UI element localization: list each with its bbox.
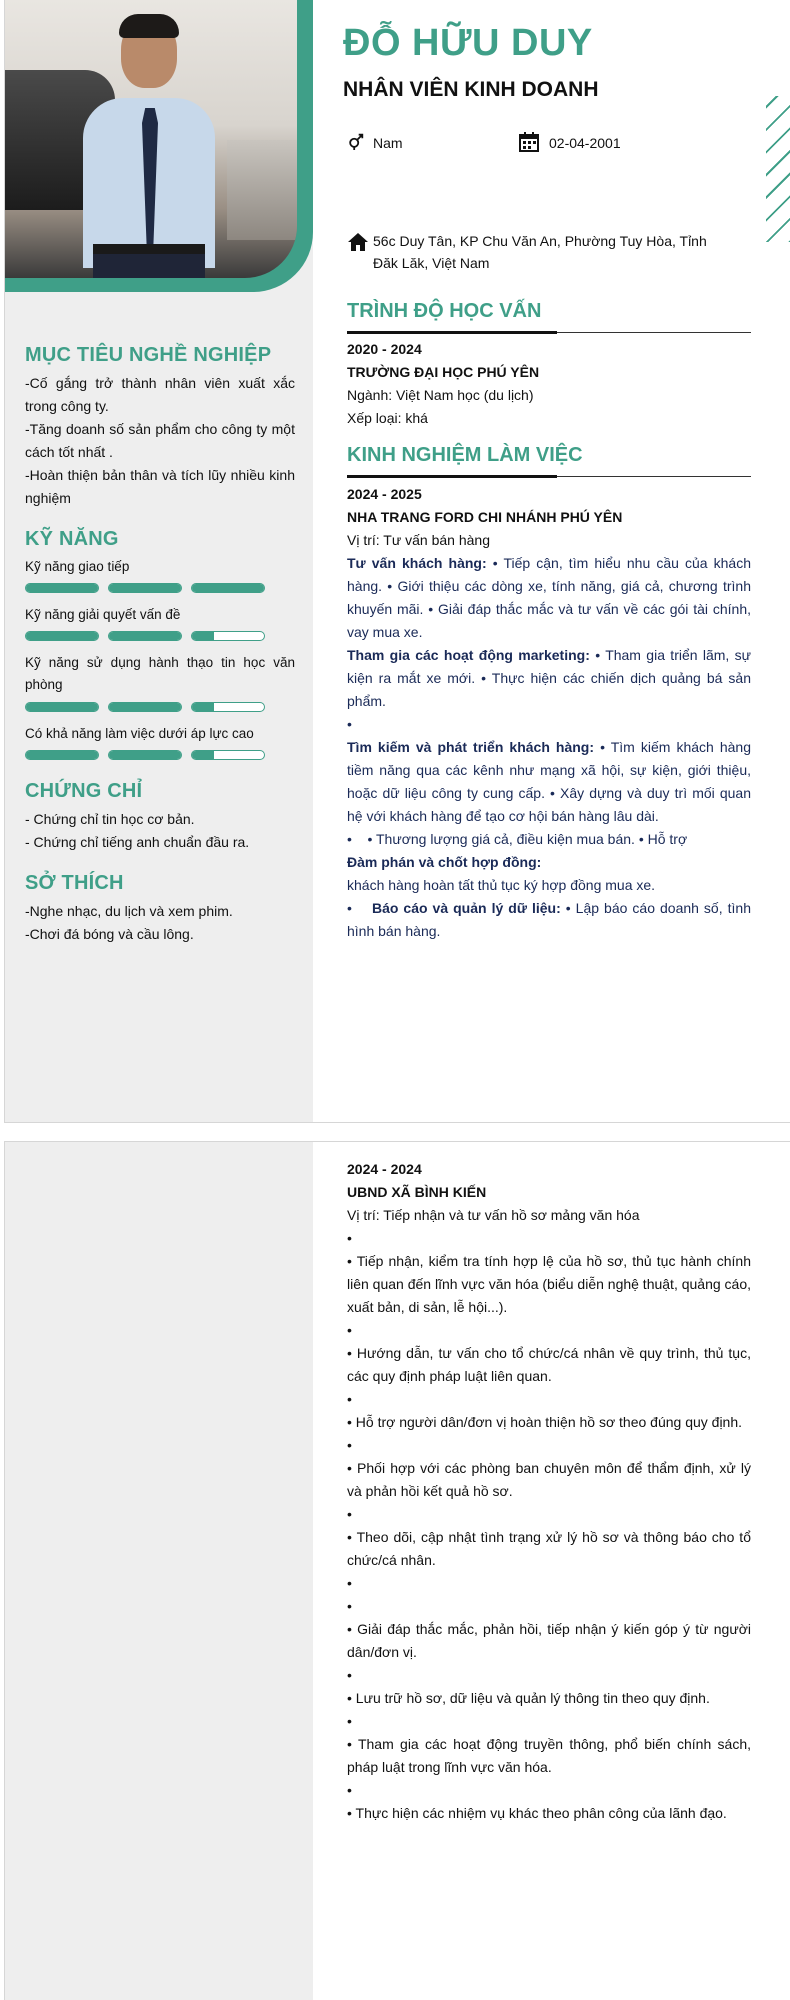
job-company: NHA TRANG FORD CHI NHÁNH PHÚ YÊN bbox=[347, 509, 623, 525]
gender-value: Nam bbox=[373, 135, 403, 151]
job-duty: • Tham gia các hoạt động truyền thông, phổ biến chính sách, pháp luật trong lĩnh vực văn hóa. bbox=[347, 1736, 751, 1775]
bullet-empty: • bbox=[347, 1782, 352, 1798]
bullet-empty: • bbox=[347, 1437, 352, 1453]
main-column bbox=[313, 0, 790, 1122]
section-divider bbox=[347, 476, 751, 477]
bullet-empty: • bbox=[347, 1322, 352, 1338]
skill-bar bbox=[25, 750, 265, 760]
job-duty bbox=[347, 644, 751, 713]
certificate-item: - Chứng chỉ tiếng anh chuẩn đầu ra. bbox=[25, 834, 250, 850]
candidate-name: ĐỖ HỮU DUY bbox=[343, 22, 593, 64]
profile-photo-frame bbox=[5, 0, 313, 292]
skill-bar-segment bbox=[108, 702, 182, 712]
certificate-item: - Chứng chỉ tin học cơ bản. bbox=[25, 811, 195, 827]
gender-icon bbox=[347, 132, 365, 150]
skill-bar-segment bbox=[25, 750, 99, 760]
profile-photo bbox=[5, 0, 297, 278]
home-icon bbox=[347, 232, 369, 252]
duty-title: Báo cáo và quản lý dữ liệu: bbox=[371, 900, 561, 916]
bullet-empty: • bbox=[347, 1575, 352, 1591]
bullet-empty: • bbox=[347, 716, 352, 732]
education-grade: Xếp loại: khá bbox=[347, 410, 428, 426]
decorative-stripes bbox=[766, 96, 790, 242]
career-goal-heading: MỤC TIÊU NGHỀ NGHIỆP bbox=[25, 344, 272, 366]
career-goal-line: -Tăng doanh số sản phẩm cho công ty một cách tốt nhất . bbox=[25, 421, 295, 460]
job-duty: • Theo dõi, cập nhật tình trạng xử lý hồ sơ và thông báo cho tổ chức/cá nhân. bbox=[347, 1529, 751, 1568]
skills-heading: KỸ NĂNG bbox=[25, 528, 119, 550]
duty-text: • Tham gia triển lãm, sự kiện ra mắt xe mới. • Thực hiện các chiến dịch quảng bá sản phẩm. bbox=[347, 647, 752, 709]
skill-label: Có khả năng làm việc dưới áp lực cao bbox=[25, 726, 254, 741]
job-block bbox=[347, 483, 751, 943]
job-duty bbox=[347, 736, 751, 828]
skill-label: Kỹ năng sử dụng hành thạo tin học văn phòng bbox=[25, 655, 295, 692]
skill-bar bbox=[25, 702, 265, 712]
candidate-title: NHÂN VIÊN KINH DOANH bbox=[343, 78, 599, 101]
education-school: TRƯỜNG ĐẠI HỌC PHÚ YÊN bbox=[347, 364, 540, 380]
hobby-item: -Chơi đá bóng và cầu lông. bbox=[25, 926, 194, 942]
skill-bar-segment bbox=[25, 631, 99, 641]
skill-bar-segment bbox=[108, 583, 182, 593]
job-position: Vị trí: Tư vấn bán hàng bbox=[347, 532, 490, 548]
hobby-item: -Nghe nhạc, du lịch và xem phim. bbox=[25, 903, 233, 919]
skill-label: Kỹ năng giải quyết vấn đề bbox=[25, 607, 181, 622]
cv-page-2 bbox=[5, 1142, 790, 2000]
job-duty: • Tiếp nhận, kiểm tra tính hợp lệ của hồ sơ, thủ tục hành chính liên quan đến lĩnh vực văn hóa (biểu diễn nghệ thuật, quảng cáo, xuất bản, di sản, lễ hội...). bbox=[347, 1253, 752, 1315]
skill-bar-segment bbox=[108, 631, 182, 641]
calendar-icon bbox=[519, 132, 539, 152]
sidebar bbox=[5, 1142, 313, 2000]
hobbies-heading: SỞ THÍCH bbox=[25, 872, 124, 894]
job-period: 2024 - 2024 bbox=[347, 1161, 422, 1177]
career-goal-line: -Cố gắng trở thành nhân viên xuất xắc trong công ty. bbox=[25, 375, 295, 414]
skill-bar bbox=[25, 583, 265, 593]
main-column bbox=[313, 1142, 790, 2000]
duty-title: Tư vấn khách hàng: bbox=[347, 555, 487, 571]
job-duty: • Lưu trữ hồ sơ, dữ liệu và quản lý thông tin theo quy định. bbox=[347, 1690, 710, 1706]
bullet-empty: • bbox=[347, 1667, 352, 1683]
section-divider bbox=[347, 332, 751, 333]
bullet-empty: • bbox=[347, 1598, 352, 1614]
bullet-empty: • bbox=[347, 1713, 352, 1729]
duty-text: • Tìm kiếm khách hàng tiềm năng qua các kênh như mạng xã hội, sự kiện, giới thiệu, hoặc dữ liệu công ty cung cấp. • Xây dựng và duy trì mối quan hệ với khách hàng để tạo cơ hội bán hàng lâu dài. bbox=[347, 739, 752, 824]
job-duty bbox=[347, 552, 751, 644]
duty-title: Đàm phán và chốt hợp đồng: bbox=[347, 854, 542, 870]
job-duty: • Thực hiện các nhiệm vụ khác theo phân công của lãnh đạo. bbox=[347, 1805, 727, 1821]
skill-bar-segment bbox=[191, 750, 265, 760]
job-duty: • • Thương lượng giá cả, điều kiện mua bán. • Hỗ trợ bbox=[347, 831, 688, 847]
job-duty: • Phối hợp với các phòng ban chuyên môn để thẩm định, xử lý và phản hồi kết quả hồ sơ. bbox=[347, 1460, 751, 1499]
experience-heading: KINH NGHIỆM LÀM VIỆC bbox=[347, 444, 583, 466]
duty-text: khách hàng hoàn tất thủ tục ký hợp đồng mua xe. bbox=[347, 877, 656, 893]
education-block bbox=[347, 338, 751, 430]
bullet-empty: • bbox=[347, 1506, 352, 1522]
duty-text: • Lập báo cáo doanh số, tình hình bán hàng. bbox=[347, 900, 751, 939]
job-duty: • Giải đáp thắc mắc, phản hồi, tiếp nhận ý kiến góp ý từ người dân/đơn vị. bbox=[347, 1621, 751, 1660]
certificates-heading: CHỨNG CHỈ bbox=[25, 780, 143, 802]
skill-bar-segment bbox=[25, 583, 99, 593]
job-company: UBND XÃ BÌNH KIẾN bbox=[347, 1184, 487, 1200]
dob-value: 02-04-2001 bbox=[549, 135, 621, 151]
education-period: 2020 - 2024 bbox=[347, 341, 422, 357]
cv-page-1 bbox=[5, 0, 790, 1122]
skill-bar-segment bbox=[191, 583, 265, 593]
skill-bar-segment bbox=[191, 702, 265, 712]
job-duty: • Hướng dẫn, tư vấn cho tổ chức/cá nhân về quy trình, thủ tục, các quy định pháp luật liên quan. bbox=[347, 1345, 751, 1384]
duty-title: Tham gia các hoạt động marketing: bbox=[347, 647, 590, 663]
skill-bar bbox=[25, 631, 265, 641]
job-duty: • Báo cáo và quản lý dữ liệu: • Lập báo cáo doanh số, tình hình bán hàng. bbox=[347, 900, 751, 939]
duty-title: Tìm kiếm và phát triển khách hàng: bbox=[347, 739, 595, 755]
skill-bar-segment bbox=[108, 750, 182, 760]
career-goal-line: -Hoàn thiện bản thân và tích lũy nhiều kinh nghiệm bbox=[25, 467, 295, 506]
sidebar bbox=[5, 0, 313, 1122]
job-position: Vị trí: Tiếp nhận và tư vấn hồ sơ mảng văn hóa bbox=[347, 1207, 640, 1223]
bullet-empty: • bbox=[347, 1391, 352, 1407]
job-block bbox=[347, 1158, 751, 1825]
skill-bar-segment bbox=[191, 631, 265, 641]
duty-text: • Thương lượng giá cả, điều kiện mua bán. • Hỗ trợ bbox=[367, 831, 688, 847]
bullet-empty: • bbox=[347, 1230, 352, 1246]
address-value: 56c Duy Tân, KP Chu Văn An, Phường Tuy Hòa, Tỉnh Đăk Lăk, Việt Nam bbox=[373, 233, 707, 271]
education-heading: TRÌNH ĐỘ HỌC VẤN bbox=[347, 300, 542, 322]
job-duty: • Hỗ trợ người dân/đơn vị hoàn thiện hồ sơ theo đúng quy định. bbox=[347, 1414, 743, 1430]
skill-bar-segment bbox=[25, 702, 99, 712]
education-major: Ngành: Việt Nam học (du lịch) bbox=[347, 387, 534, 403]
skill-label: Kỹ năng giao tiếp bbox=[25, 559, 130, 574]
job-period: 2024 - 2025 bbox=[347, 486, 422, 502]
duty-text: • Tiếp cận, tìm hiểu nhu cầu của khách hàng. • Giới thiệu các dòng xe, tính năng, giá cả, chương trình khuyến mãi. • Giải đáp thắc mắc và tư vấn về các gói tài chính, vay mua xe. bbox=[347, 555, 751, 640]
